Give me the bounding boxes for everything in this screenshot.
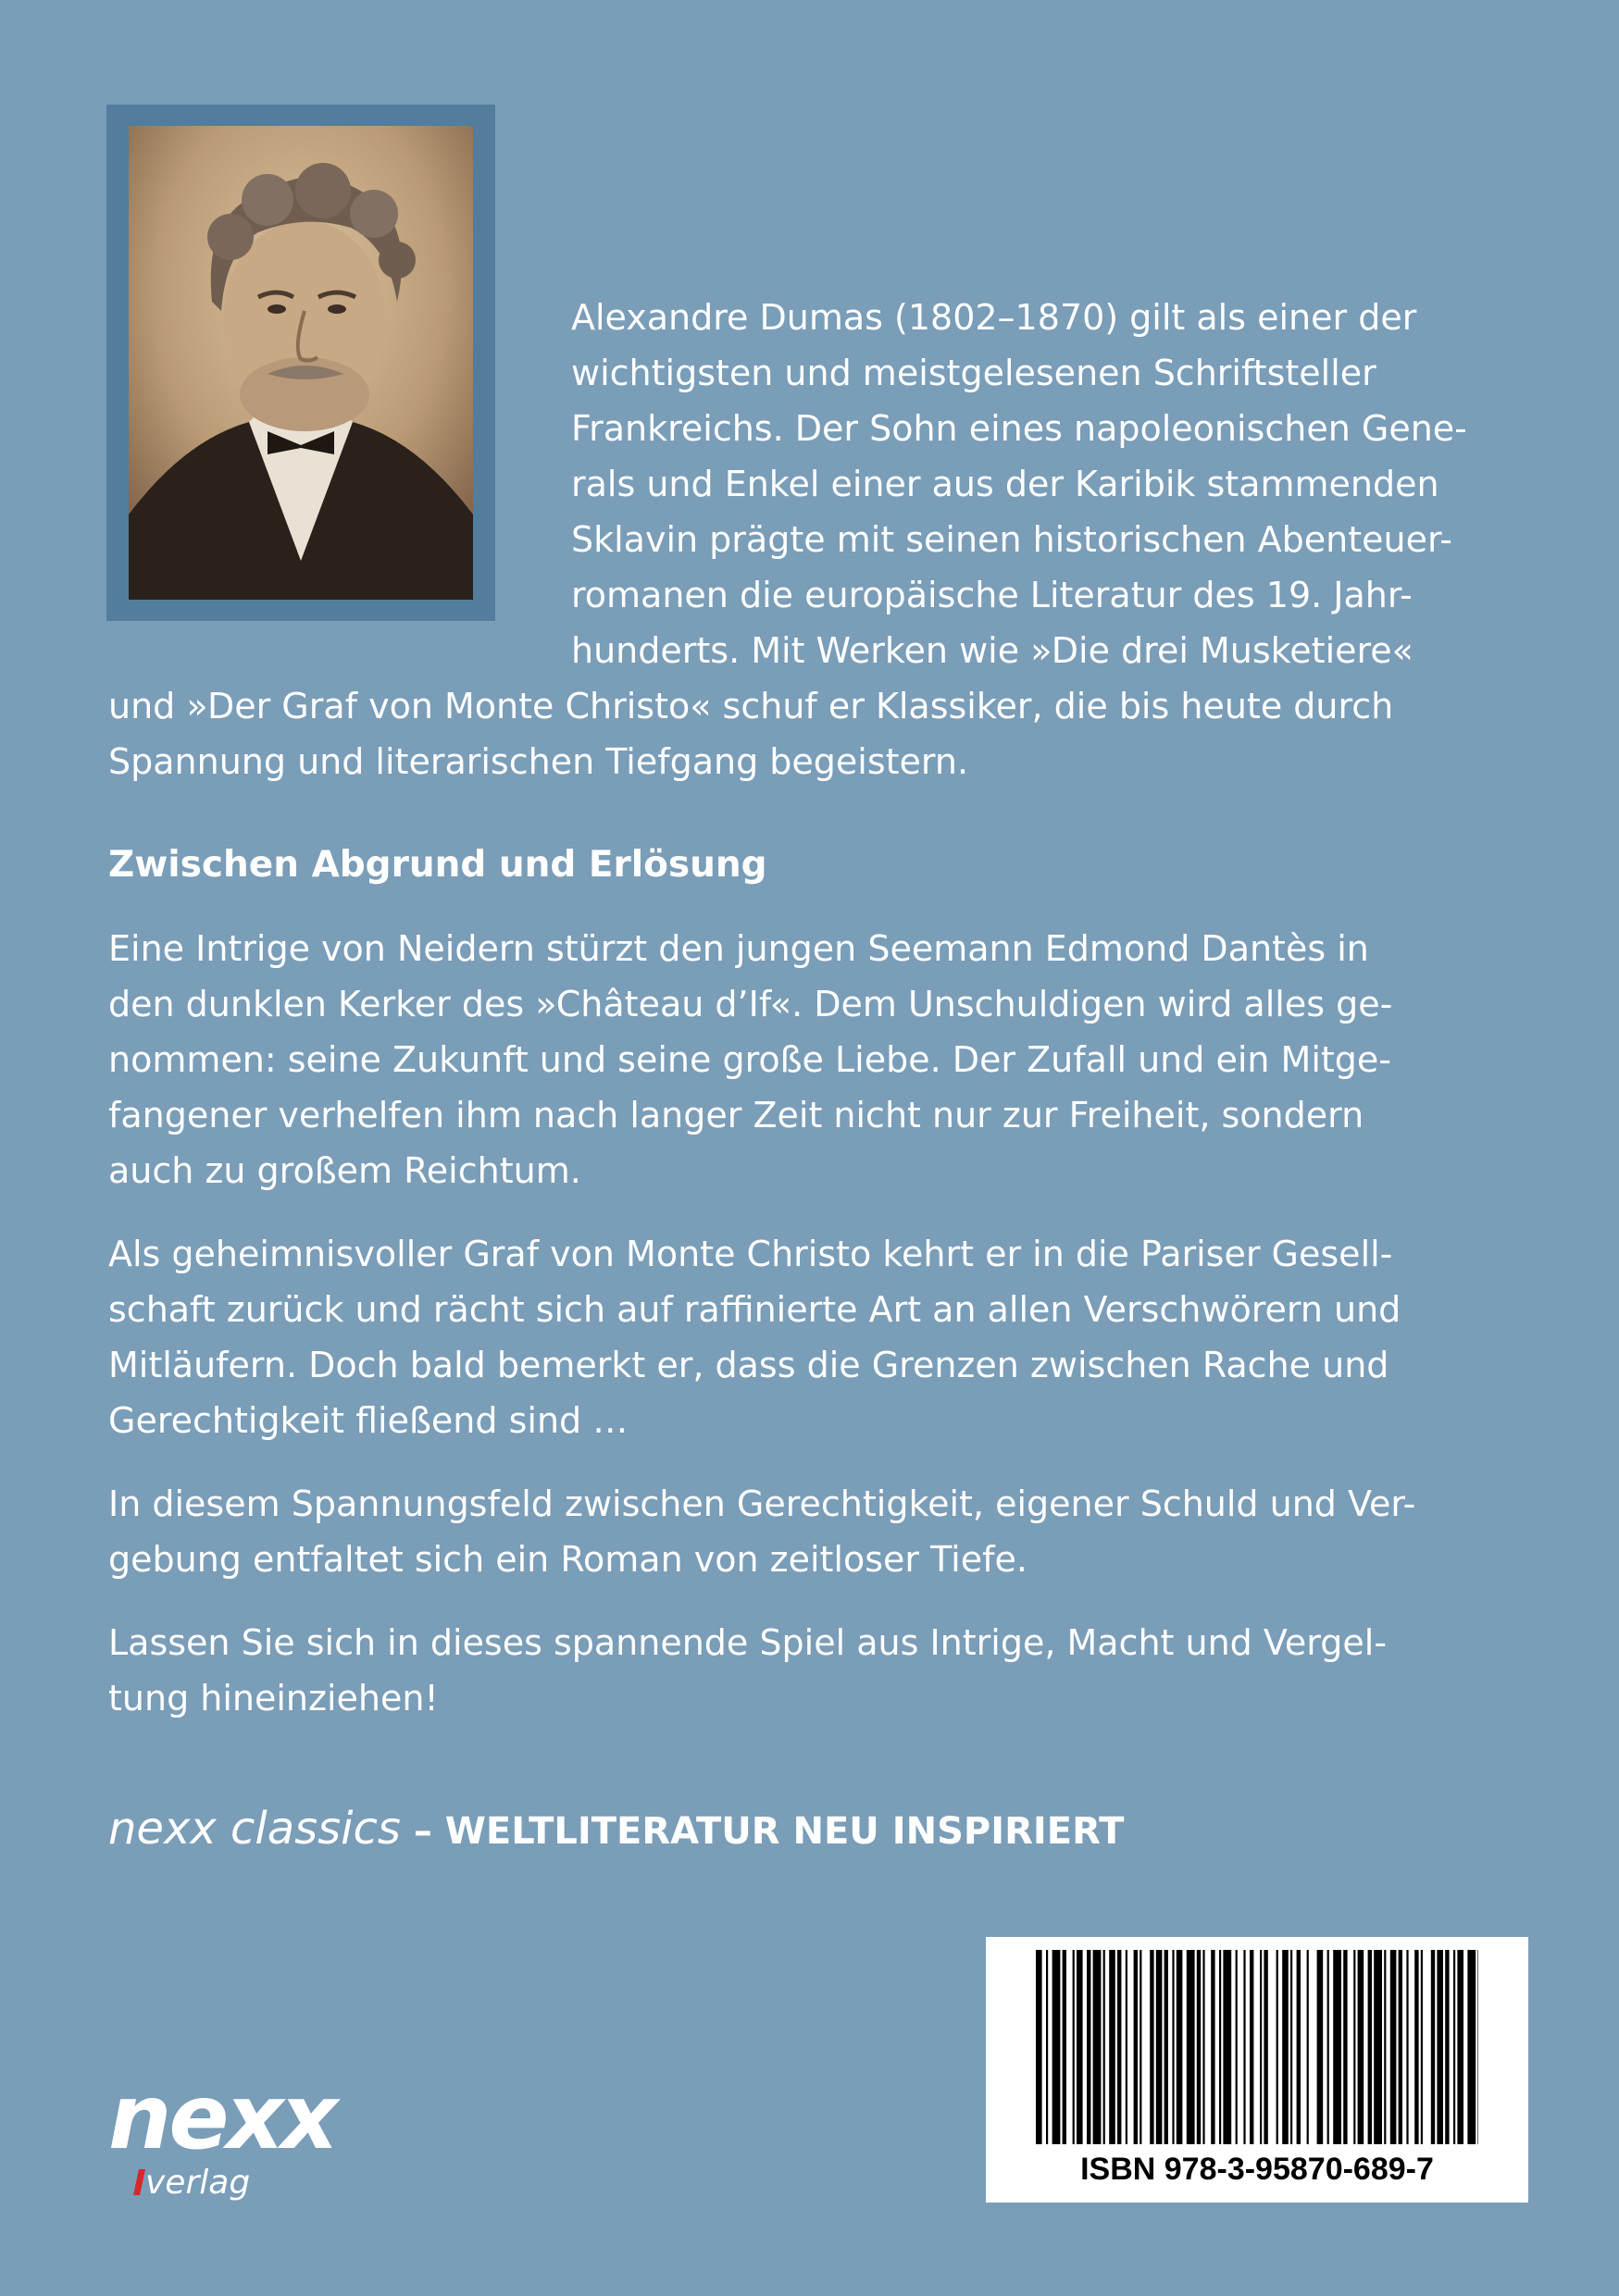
- barcode-bar: [1390, 1950, 1397, 2144]
- barcode-bar: [1421, 1950, 1423, 2144]
- barcode-bar: [1134, 1950, 1138, 2144]
- barcode-bar: [1343, 1950, 1347, 2144]
- barcode-bar: [1457, 1950, 1463, 2144]
- isbn-number: ISBN 978-3-95870-689-7: [1080, 2152, 1434, 2187]
- barcode-bar: [1223, 1950, 1231, 2144]
- blurb-line: Gerechtigkeit fließend sind …: [108, 1400, 629, 1441]
- barcode-bar: [1243, 1950, 1245, 2144]
- barcode-bar: [1036, 1950, 1042, 2144]
- bio-line: rals und Enkel einer aus der Karibik stammenden: [571, 464, 1439, 504]
- bio-line: und »Der Graf von Monte Christo« schuf er Klassiker, die bis heute durch: [108, 686, 1394, 726]
- blurb-line: den dunklen Kerker des »Château d’If«. Dem Unschuldigen wird alles ge-: [108, 984, 1393, 1024]
- blurb-heading: Zwischen Abgrund und Erlösung: [108, 844, 767, 886]
- barcode-bar: [1384, 1950, 1386, 2144]
- barcode-bar: [1172, 1950, 1174, 2144]
- barcode-bar: [1187, 1950, 1195, 2144]
- blurb-line: auch zu großem Reichtum.: [108, 1150, 581, 1191]
- barcode-bar: [1046, 1950, 1048, 2144]
- barcode-bar: [1093, 1950, 1102, 2144]
- bio-line: Alexandre Dumas (1802–1870) gilt als einer der: [571, 297, 1417, 338]
- series-brand: nexx classics: [108, 1803, 401, 1855]
- barcode-bar: [1282, 1950, 1289, 2144]
- blurb-line: schaft zurück und rächt sich auf raffinierte Art an allen Verschwörern und: [108, 1289, 1401, 1330]
- barcode-bar: [1219, 1950, 1221, 2144]
- barcode-bar: [1126, 1950, 1127, 2144]
- barcode-bar: [1250, 1950, 1253, 2144]
- barcode-bar: [1156, 1950, 1163, 2144]
- bio-line: Spannung und literarischen Tiefgang begeistern.: [108, 741, 969, 782]
- barcode-bar: [1467, 1950, 1476, 2144]
- barcode-bar: [1290, 1950, 1292, 2144]
- bio-line: Sklavin prägte mit seinen historischen Abenteuer-: [571, 519, 1452, 560]
- publisher-logo: [108, 2066, 340, 2212]
- barcode-bar: [1140, 1950, 1141, 2144]
- blurb-line: gebung entfaltet sich ein Roman von zeitloser Tiefe.: [108, 1539, 1027, 1580]
- bio-line: wichtigsten und meistgelesenen Schriftsteller: [571, 353, 1376, 393]
- barcode-bar: [1103, 1950, 1105, 2144]
- barcode-bar: [1087, 1950, 1090, 2144]
- author-portrait: [129, 126, 473, 600]
- blurb-line: Eine Intrige von Neidern stürzt den jungen Seemann Edmond Dantès in: [108, 928, 1369, 969]
- barcode-bar: [1260, 1950, 1262, 2144]
- portrait-frame: [106, 105, 495, 621]
- barcode-bar: [1358, 1950, 1364, 2144]
- barcode-bar: [1307, 1950, 1309, 2144]
- barcode-bar: [1297, 1950, 1301, 2144]
- barcode-bar: [1333, 1950, 1341, 2144]
- blurb-line: Als geheimnisvoller Graf von Monte Christo kehrt er in die Pariser Gesell-: [108, 1234, 1393, 1274]
- bio-line: Frankreichs. Der Sohn eines napoleonischen Gene-: [571, 408, 1467, 449]
- barcode-bar: [1117, 1950, 1121, 2144]
- logo-wordmark: nexx: [108, 2066, 336, 2169]
- barcode-bar: [1353, 1950, 1355, 2144]
- blurb-line: Mitläufern. Doch bald bemerkt er, dass die Grenzen zwischen Rache und: [108, 1345, 1389, 1385]
- blurb-line: tung hineinziehen!: [108, 1678, 439, 1719]
- barcode-bar: [1477, 1950, 1478, 2144]
- series-tagline: [108, 1803, 1124, 1855]
- blurb-line: nommen: seine Zukunft und seine große Liebe. Der Zufall und ein Mitge-: [108, 1039, 1391, 1080]
- barcode-bar: [1164, 1950, 1168, 2144]
- barcode-bar: [1399, 1950, 1402, 2144]
- blurb-line: fangener verhelfen ihm nach langer Zeit nicht nur zur Freiheit, sondern: [108, 1095, 1364, 1136]
- barcode-bar: [1327, 1950, 1329, 2144]
- barcode-bar: [1077, 1950, 1083, 2144]
- blurb-line: Lassen Sie sich in dieses spannende Spiel aus Intrige, Macht und Vergel-: [108, 1622, 1388, 1663]
- blurb-line: In diesem Spannungsfeld zwischen Gerechtigkeit, eigener Schuld und Ver-: [108, 1483, 1416, 1524]
- barcode-bar: [1063, 1950, 1066, 2144]
- barcode-bar: [1437, 1950, 1443, 2144]
- barcode-bar: [1277, 1950, 1278, 2144]
- bio-line: hunderts. Mit Werken wie »Die drei Musketiere«: [571, 630, 1414, 671]
- barcode-bar: [1177, 1950, 1183, 2144]
- barcode: [986, 1937, 1528, 2203]
- barcode-bar: [1414, 1950, 1418, 2144]
- barcode-bars: [1036, 1950, 1478, 2144]
- barcode-bar: [1317, 1950, 1324, 2144]
- logo-accent-mark: [133, 2169, 145, 2195]
- barcode-bar: [1374, 1950, 1382, 2144]
- barcode-bar: [1368, 1950, 1372, 2144]
- barcode-bar: [1202, 1950, 1204, 2144]
- author-portrait-illustration: [129, 126, 473, 600]
- barcode-bar: [1073, 1950, 1075, 2144]
- barcode-bar: [1052, 1950, 1061, 2144]
- barcode-bar: [1197, 1950, 1201, 2144]
- barcode-bar: [1236, 1950, 1238, 2144]
- series-claim: – WELTLITERATUR NEU INSPIRIERT: [400, 1810, 1125, 1853]
- barcode-bar: [1264, 1950, 1267, 2144]
- barcode-bar: [1150, 1950, 1153, 2144]
- barcode-bar: [1109, 1950, 1115, 2144]
- bio-line: romanen die europäische Literatur des 19. Jahr-: [571, 575, 1413, 615]
- barcode-bar: [1431, 1950, 1435, 2144]
- barcode-bar: [1406, 1950, 1408, 2144]
- barcode-bar: [1211, 1950, 1214, 2144]
- barcode-bar: [1453, 1950, 1455, 2144]
- logo-subtitle: verlag: [145, 2164, 251, 2202]
- barcode-bar: [1445, 1950, 1449, 2144]
